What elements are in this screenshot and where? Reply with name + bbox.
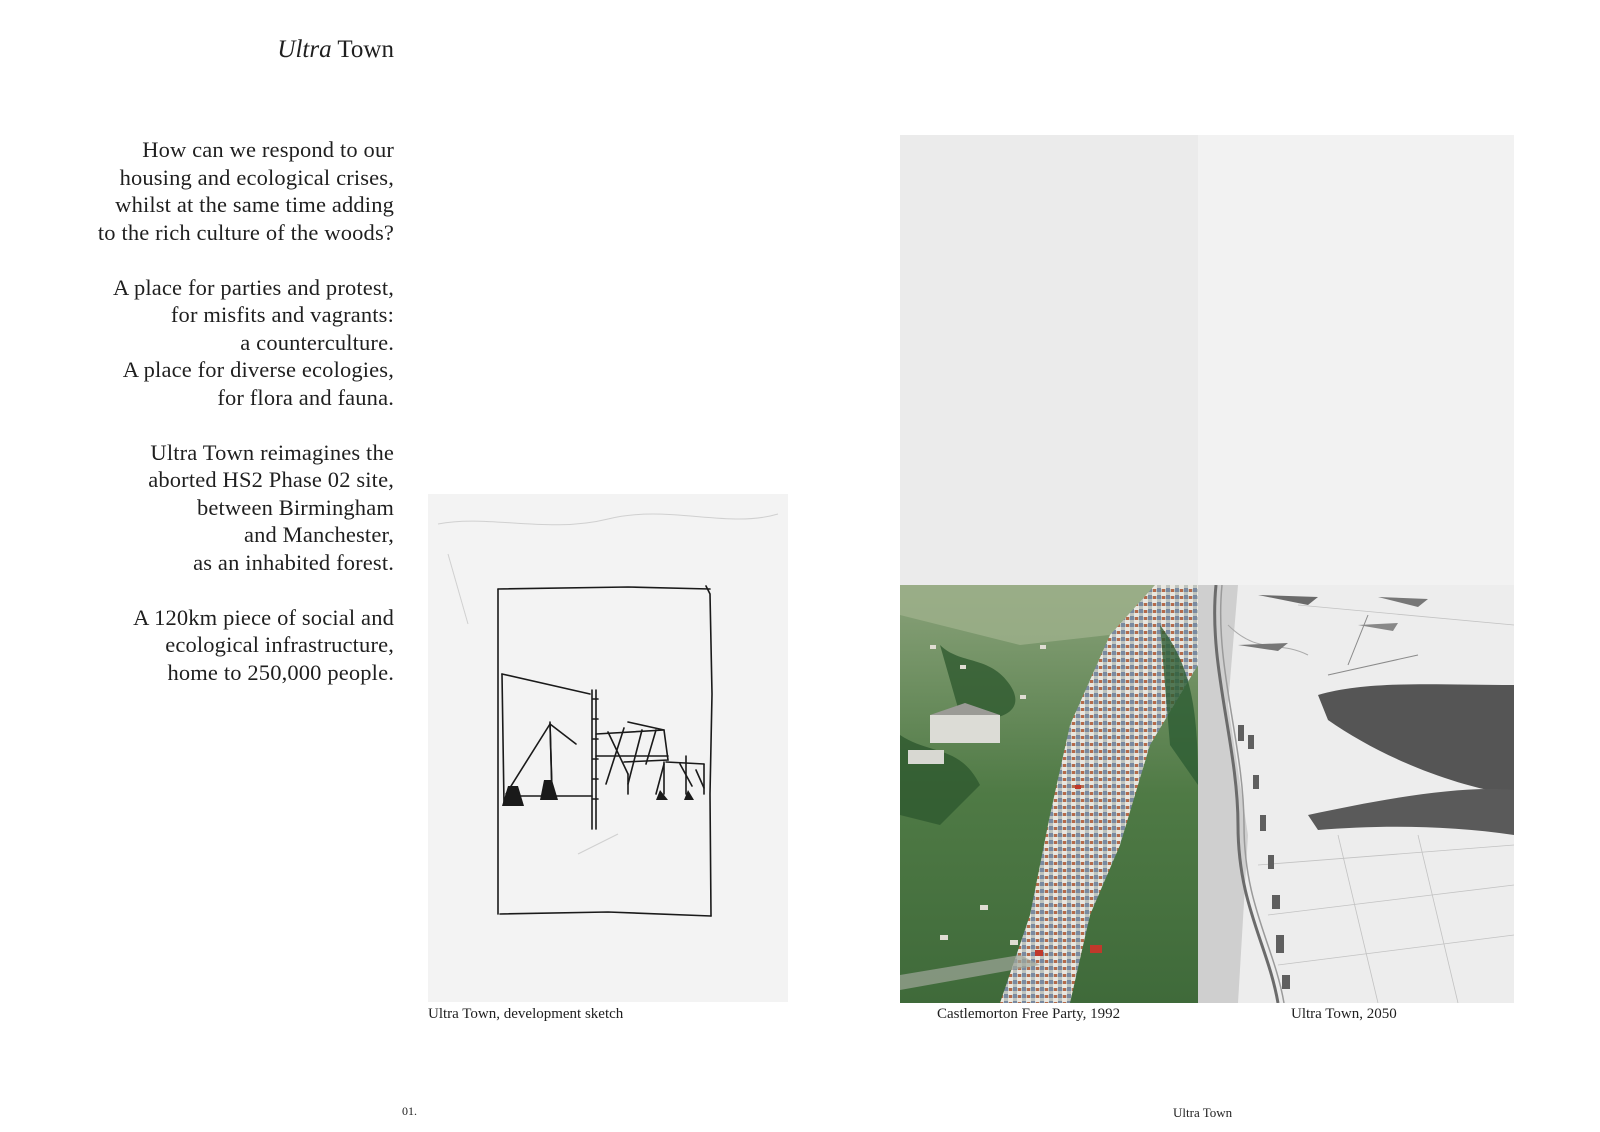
text-line: A place for diverse ecologies, [122, 357, 394, 382]
text-line: whilst at the same time adding [115, 192, 394, 217]
ultra-town-2050-map [1198, 585, 1514, 1003]
map-caption: Ultra Town, 2050 [1291, 1006, 1397, 1022]
photo-background-panel [900, 135, 1198, 585]
text-line: ecological infrastructure, [165, 632, 394, 657]
development-sketch-image [428, 494, 788, 1002]
text-line: aborted HS2 Phase 02 site, [148, 467, 394, 492]
title-italic: Ultra [277, 36, 332, 63]
sketch-caption: Ultra Town, development sketch [428, 1006, 624, 1022]
photo-caption: Castlemorton Free Party, 1992 [937, 1006, 1121, 1022]
running-head: Ultra Town [1173, 1105, 1233, 1120]
text-line: A 120km piece of social and [133, 604, 394, 630]
text-line: and Manchester, [243, 522, 394, 547]
text-line: How can we respond to our [142, 137, 394, 162]
text-line: as an inhabited forest. [193, 549, 394, 575]
text-line: to the rich culture of the woods? [97, 219, 394, 245]
title-rest: Town [331, 36, 394, 63]
text-line: Ultra Town reimagines the [150, 439, 394, 465]
castlemorton-aerial-photo [900, 585, 1198, 1003]
text-line: a counterculture. [240, 329, 394, 355]
text-line: between Birmingham [196, 494, 394, 520]
aerial-photo-graphic [900, 585, 1198, 1003]
paragraph-3 [20, 439, 394, 577]
text-line: for flora and fauna. [217, 384, 394, 410]
intro-text [20, 136, 394, 714]
text-line: home to 250,000 people. [167, 659, 394, 685]
map-graphic [1198, 585, 1514, 1003]
page-number: 01. [402, 1104, 417, 1118]
text-line: for misfits and vagrants: [170, 302, 394, 327]
map-background-panel [1198, 135, 1514, 585]
sketch-drawing [428, 494, 788, 1002]
paragraph-1 [20, 136, 394, 246]
page-title [30, 34, 394, 66]
text-line: housing and ecological crises, [119, 164, 394, 190]
text-line: A place for parties and protest, [113, 274, 394, 300]
paragraph-2 [20, 274, 394, 412]
paragraph-4 [20, 604, 394, 687]
